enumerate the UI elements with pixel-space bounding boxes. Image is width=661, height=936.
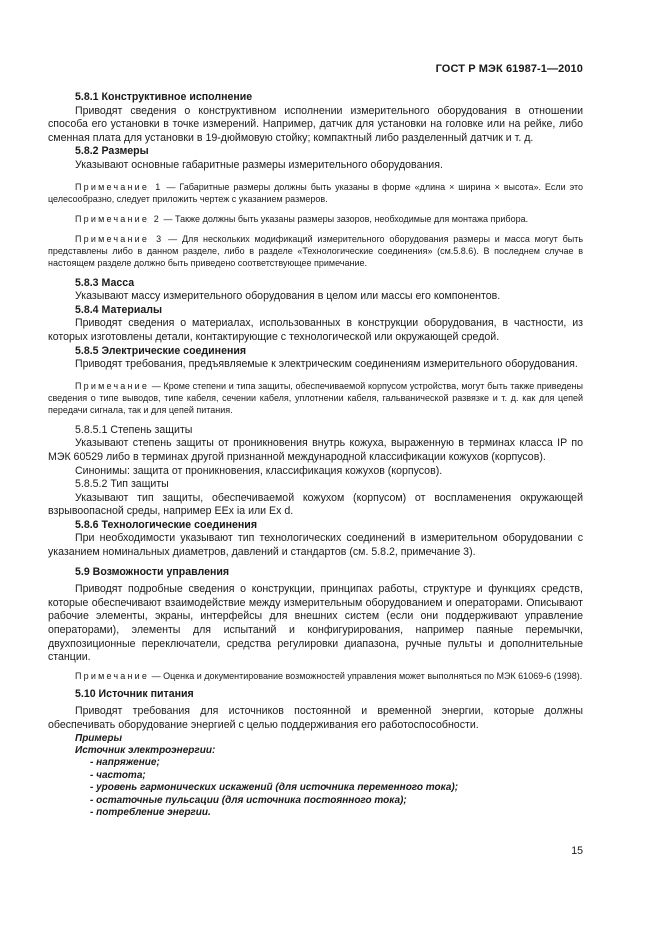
examples-source-title: Источник электроэнергии:: [75, 745, 216, 756]
section-text-5-8-4: Приводят сведения о материалах, использованных в конструкции оборудования, в частности, из которых изготовлены детали, контактирующие с технологической или окружающей средой.: [48, 317, 583, 343]
section-heading-5-8-5-1: 5.8.5.1 Степень защиты: [75, 423, 193, 436]
section-text-5-8-1: Приводят сведения о конструктивном исполнении измерительного оборудования в отношении способа его установки в точке измерений. Например, датчик для установки на головке или на рейке, либо сменная плата для установки в 19-дюймовую стойку; компактный либо разделенный датчик и т. д.: [48, 104, 583, 144]
document-body: [48, 91, 583, 819]
section-text-5-8-6: При необходимости указывают тип технологических соединений в измерительном оборудовании с указанием номинальных диаметров, давлений и стандартов (см. 5.8.2, примечание 3).: [48, 532, 583, 559]
section-heading-5-10: 5.10 Источник питания: [75, 687, 194, 700]
example-item: - остаточные пульсации (для источника постоянного тока);: [90, 794, 407, 806]
note-label: Примечание: [75, 670, 150, 681]
section-heading-5-8-5-2: 5.8.5.2 Тип защиты: [75, 478, 169, 491]
section-text-5-10: Приводят требования для источников постоянной и временной энергии, которые должны обеспечивать оборудование энергией с целью поддерживания его работоспособности.: [48, 705, 583, 731]
note-5-8-2-1: [48, 181, 583, 205]
example-item: - напряжение;: [90, 757, 160, 769]
section-text-5-8-3: Указывают массу измерительного оборудования в целом или массы его компонентов.: [75, 290, 501, 303]
section-text-5-8-2: Указывают основные габаритные размеры измерительного оборудования.: [75, 158, 443, 171]
note-label: Примечание: [75, 380, 150, 391]
section-heading-5-8-4: 5.8.4 Материалы: [75, 303, 163, 316]
document-header: ГОСТ Р МЭК 61987-1—2010: [435, 63, 583, 75]
note-label: Примечание 1: [75, 181, 163, 192]
note-label: Примечание 2: [75, 213, 161, 224]
section-heading-5-8-5: 5.8.5 Электрические соединения: [75, 344, 247, 357]
section-text-5-9: Приводят подробные сведения о конструкции, принципах работы, структуре и функциях средств, которые обеспечивают взаимодействие между измерительным оборудованием и операторами. Описывают рабочие элементы, экраны, интерфейсы для внешних систем (если они поддерживают управление операторами), элементы для испытаний и конфигурирования, например паяные перемычки, двухпозиционные переключатели, средства регулировки диапазона, ручные пульты и дополнительные станции.: [48, 583, 583, 664]
example-item: - частота;: [90, 769, 146, 781]
page-number: 15: [571, 845, 583, 857]
section-synonyms-5-8-5-1: Синонимы: защита от проникновения, классификация кожухов (корпусов).: [75, 464, 443, 477]
note-5-8-5: [48, 380, 583, 416]
section-text-5-8-5: Приводят требования, предъявляемые к электрическим соединениям измерительного оборудования.: [75, 358, 578, 371]
note-label: Примечание 3: [75, 233, 164, 244]
section-heading-5-8-6: 5.8.6 Технологические соединения: [75, 518, 258, 531]
note-text: — Для нескольких модификаций измерительного оборудования размеры и масса могут быть представлены либо в данном разделе, либо в разделе «Технологические соединения» (см.5.8.6). В последнем случае в настоящем разделе должно быть приведено соответствующее примечание.: [48, 233, 584, 268]
section-text-5-8-5-2: Указывают тип защиты, обеспечиваемой кожухом (корпусом) от воспламенения окружающей взрывоопасной среды, например EEx ia или Ex d.: [48, 491, 583, 518]
note-5-8-2-3: [48, 233, 583, 269]
section-heading-5-9: 5.9 Возможности управления: [75, 565, 230, 578]
note-5-9: [48, 670, 583, 682]
section-heading-5-8-1: 5.8.1 Конструктивное исполнение: [75, 91, 253, 103]
note-text: — Кроме степени и типа защиты, обеспечиваемой корпусом устройства, могут быть также приведены сведения о типе выводов, типе кабеля, сечении кабеля, уплотнении кабеля, гальванической развязке и т. д. как для цепей передачи сигнала, так и для цепей питания.: [48, 380, 583, 415]
note-text: — Также должны быть указаны размеры зазоров, необходимые для монтажа прибора.: [161, 213, 529, 224]
note-5-8-2-2: [48, 213, 583, 225]
example-item: - потребление энергии.: [90, 807, 211, 819]
section-heading-5-8-2: 5.8.2 Размеры: [75, 145, 149, 158]
section-heading-5-8-3: 5.8.3 Масса: [75, 276, 135, 289]
section-text-5-8-5-1: Указывают степень защиты от проникновения внутрь кожуха, выраженную в терминах класса IP по МЭК 60529 либо в терминах другой признанной международной классификации кожухов (корпусов).: [48, 437, 583, 463]
note-text: — Габаритные размеры должны быть указаны в форме «длина × ширина × высота». Если это целесообразно, следует приложить чертеж с указанием размеров.: [48, 181, 584, 204]
example-item: - уровень гармонических искажений (для источника переменного тока);: [90, 782, 459, 794]
examples-title: Примеры: [75, 732, 123, 744]
note-text: — Оценка и документирование возможностей управления может выполняться по МЭК 61069-6 (1998).: [149, 670, 583, 681]
